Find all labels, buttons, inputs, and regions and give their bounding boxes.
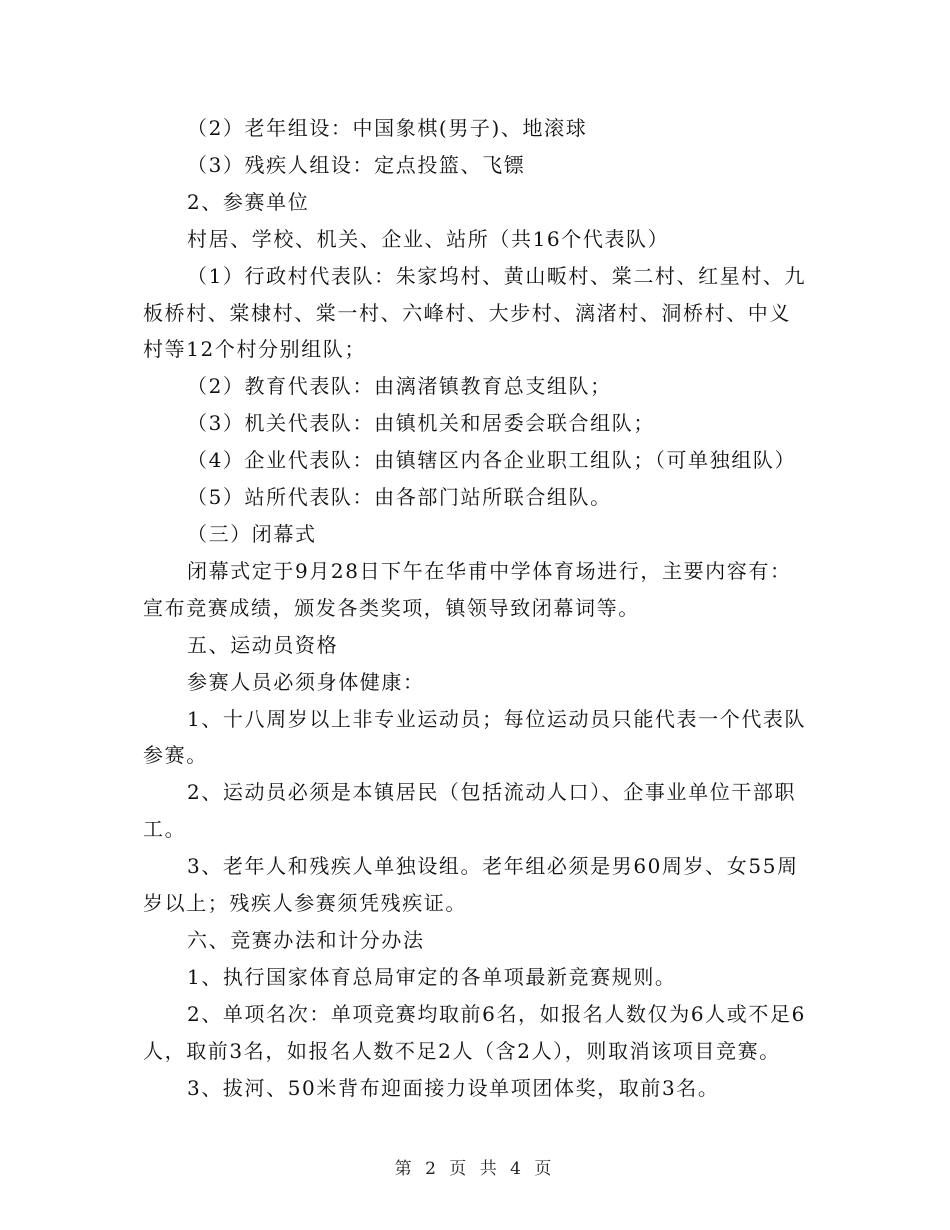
section-heading: 五、运动员资格	[187, 632, 339, 657]
paragraph: （4）企业代表队：由镇辖区内各企业职工组队；（可单独组队）	[187, 448, 797, 473]
section-heading: 六、竞赛办法和计分办法	[187, 927, 425, 952]
paragraph: 1、十八周岁以上非专业运动员；每位运动员只能代表一个代表队参赛。	[143, 706, 807, 768]
paragraph: 参赛人员必须身体健康：	[187, 669, 425, 694]
paragraph: （5）站所代表队：由各部门站所联合组队。	[187, 485, 612, 510]
section-heading: （三）闭幕式	[187, 521, 317, 546]
paragraph: 闭幕式定于9月28日下午在华甫中学体育场进行，主要内容有：宣布竞赛成绩，颁发各类奖项，镇领导致闭幕词等。	[143, 558, 792, 620]
paragraph: （1）行政村代表队：朱家坞村、黄山畈村、棠二村、红星村、九板桥村、棠棣村、棠一村、六峰村、大步村、漓渚村、洞桥村、中义村等12个村分别组队；	[143, 263, 807, 362]
paragraph: 3、老年人和残疾人单独设组。老年组必须是男60周岁、女55周岁以上；残疾人参赛须凭残疾证。	[143, 854, 799, 916]
paragraph: （3）机关代表队：由镇机关和居委会联合组队；	[187, 411, 655, 436]
paragraph: 1、执行国家体育总局审定的各单项最新竞赛规则。	[187, 964, 677, 989]
page-number-footer: 第 2 页 共 4 页	[394, 1159, 556, 1179]
paragraph: （3）残疾人组设：定点投篮、飞镖	[187, 152, 526, 177]
paragraph: 2、参赛单位	[187, 189, 310, 214]
paragraph: 3、拔河、50米背布迎面接力设单项团体奖，取前3名。	[187, 1075, 720, 1100]
paragraph: 村居、学校、机关、企业、站所（共16个代表队）	[187, 226, 670, 251]
paragraph: 2、运动员必须是本镇居民（包括流动人口）、企事业单位干部职工。	[143, 780, 797, 842]
document-body	[143, 110, 808, 1106]
paragraph: （2）老年组设：中国象棋(男子)、地滚球	[187, 116, 588, 140]
paragraph: （2）教育代表队：由漓渚镇教育总支组队；	[187, 374, 612, 399]
paragraph: 2、单项名次：单项竞赛均取前6名，如报名人数仅为6人或不足6人，取前3名，如报名人数不足2人（含2人），则取消该项目竞赛。	[143, 1001, 806, 1063]
